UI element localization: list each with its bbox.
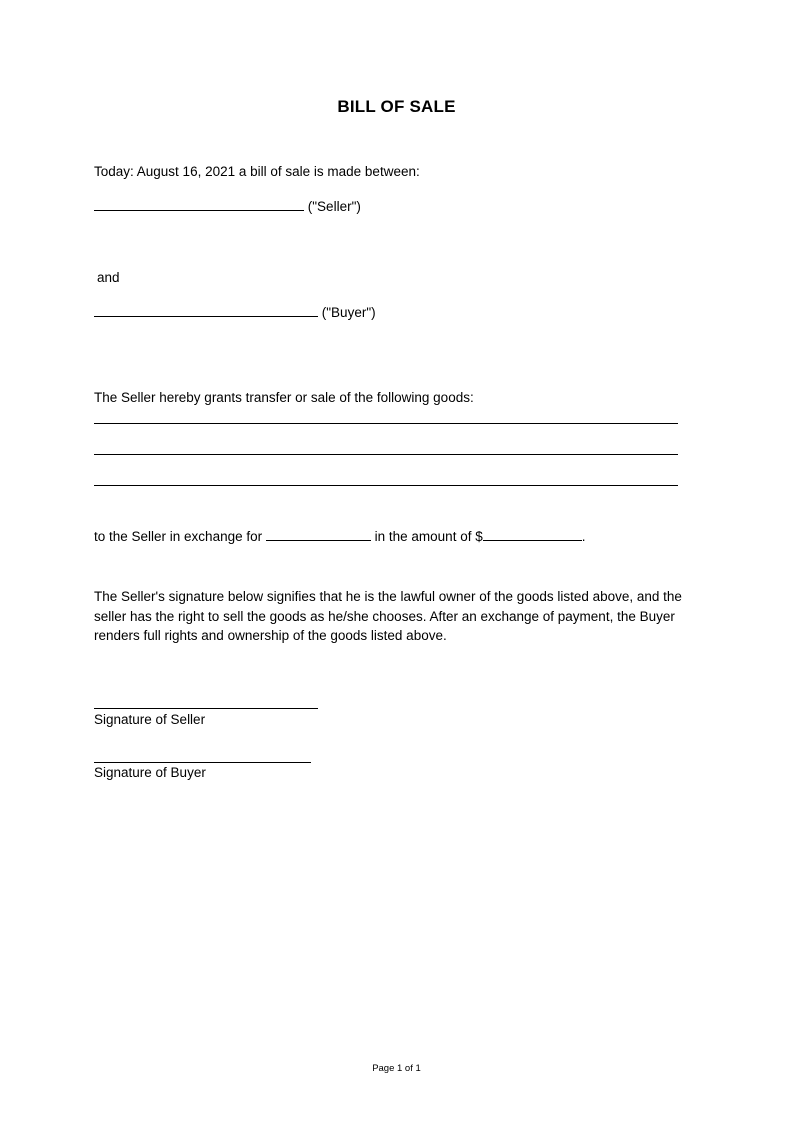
buyer-signature-label: Signature of Buyer	[94, 765, 206, 780]
seller-signature-label: Signature of Seller	[94, 712, 206, 727]
document-title: BILL OF SALE	[337, 97, 456, 116]
seller-label: ("Seller")	[307, 199, 361, 214]
seller-name-blank[interactable]	[94, 197, 304, 211]
exchange-item-blank[interactable]	[266, 527, 371, 541]
amount-blank[interactable]	[483, 527, 582, 541]
exchange-line	[94, 527, 585, 547]
exchange-prefix: to the Seller in exchange for	[94, 529, 263, 544]
seller-line	[94, 197, 361, 217]
seller-signature-line[interactable]	[94, 708, 318, 709]
goods-intro: The Seller hereby grants transfer or sale of the following goods:	[94, 390, 474, 405]
ownership-statement: The Seller's signature below signifies that he is the lawful owner of the goods listed above, and the seller has the right to sell the goods as he/she chooses. After an exchange of payment, the Buyer renders full rights and ownership of the goods listed above.	[94, 589, 682, 643]
page-number: Page 1 of 1	[372, 1063, 421, 1074]
buyer-label: ("Buyer")	[321, 305, 376, 320]
and-text: and	[97, 270, 120, 285]
intro-line: Today: August 16, 2021 a bill of sale is made between:	[94, 164, 420, 179]
goods-line-3[interactable]	[94, 485, 678, 486]
exchange-middle: in the amount of $	[374, 529, 483, 544]
goods-line-2[interactable]	[94, 454, 678, 455]
buyer-line	[94, 303, 376, 323]
buyer-name-blank[interactable]	[94, 303, 318, 317]
exchange-suffix: .	[581, 529, 586, 544]
goods-line-1[interactable]	[94, 423, 678, 424]
